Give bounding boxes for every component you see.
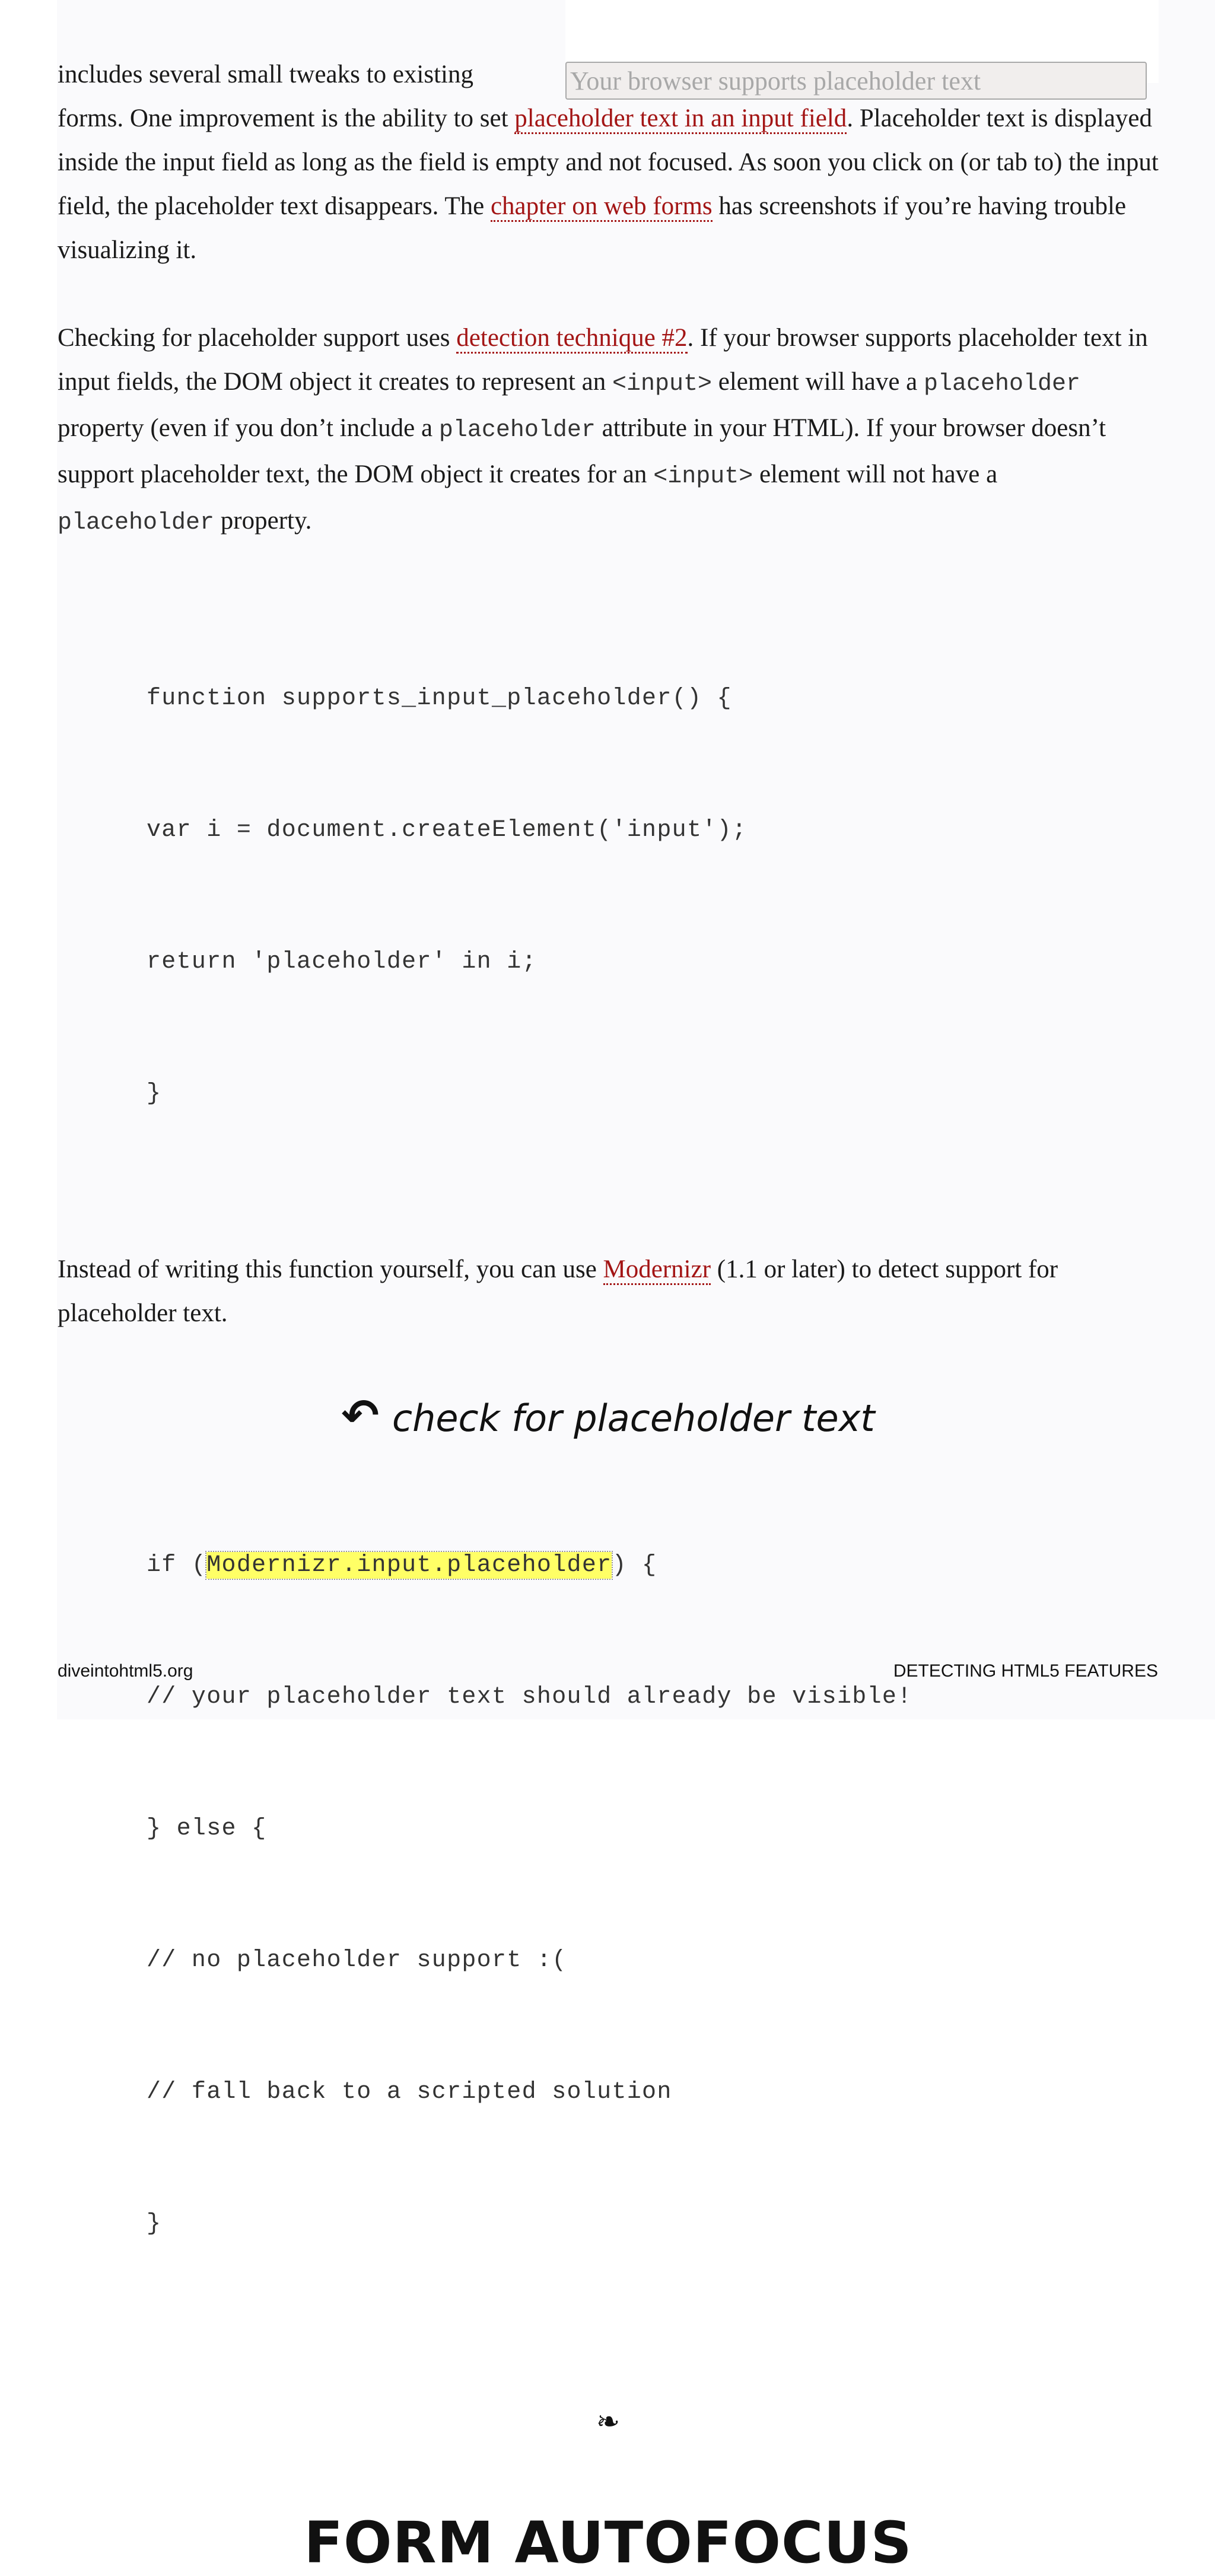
- code-block-supports-placeholder: [147, 589, 1159, 1204]
- paragraph-modernizr: [58, 1248, 1159, 1335]
- example-heading: [58, 1389, 1159, 1442]
- code-text: if (: [147, 1552, 207, 1579]
- page-content: [58, 0, 1159, 2576]
- code-line: [147, 1544, 1159, 1588]
- text-span: property (even if you don’t include a: [58, 414, 439, 442]
- code-line: var i = document.createElement('input');: [147, 817, 748, 844]
- link-placeholder-text[interactable]: placeholder text in an input field: [514, 104, 847, 134]
- inline-code: placeholder: [924, 371, 1081, 397]
- code-line: // your placeholder text should already be visible!: [147, 1684, 912, 1710]
- footer-site-name: diveintohtml5.org: [58, 1661, 193, 1681]
- text-span: Checking for placeholder support uses: [58, 324, 457, 352]
- demo-input-container: [565, 0, 1159, 83]
- example-heading-text: check for placeholder text: [392, 1397, 875, 1440]
- code-line: }: [147, 2211, 162, 2237]
- placeholder-demo-input[interactable]: [565, 62, 1147, 100]
- text-span: (1.1 or later) to detect support for placeholder text.: [58, 1255, 1058, 1327]
- inline-code: <input>: [653, 463, 753, 490]
- text-span: includes several small tweaks to existing forms. One improvement is the ability to set: [58, 61, 515, 132]
- text-span: property.: [214, 507, 312, 535]
- section-title: FORM AUTOFOCUS: [304, 2510, 912, 2576]
- text-span: attribute in your HTML). If your browser doesn’t support placeholder text, the DOM object it creates for an: [58, 414, 1106, 488]
- link-modernizr[interactable]: Modernizr: [603, 1255, 711, 1285]
- code-text: ) {: [612, 1552, 657, 1579]
- code-line: }: [147, 1080, 162, 1107]
- code-block-modernizr: [147, 1456, 1159, 2334]
- code-line: // fall back to a scripted solution: [147, 2079, 672, 2106]
- text-span: . If your browser supports placeholder text in input fields, the DOM object it creates to represent an: [58, 324, 1148, 396]
- text-span: element will not have a: [753, 460, 998, 488]
- code-line: return 'placeholder' in i;: [147, 949, 537, 975]
- link-web-forms-chapter[interactable]: chapter on web forms: [491, 192, 713, 222]
- inline-code: placeholder: [438, 417, 596, 444]
- inline-code: placeholder: [58, 510, 215, 536]
- inline-code: <input>: [612, 371, 712, 397]
- code-line: // no placeholder support :(: [147, 1947, 567, 1974]
- curved-arrow-icon: ↶: [341, 1389, 380, 1442]
- text-span: has screenshots if you’re having trouble visualizing it.: [58, 192, 1127, 264]
- highlighted-code: Modernizr.input.placeholder: [206, 1552, 612, 1579]
- link-detection-technique[interactable]: detection technique #2: [456, 324, 687, 354]
- fleuron-divider-icon: ❧: [596, 2405, 621, 2438]
- code-line: } else {: [147, 1815, 267, 1842]
- footer-chapter-name: DETECTING HTML5 FEATURES: [893, 1661, 1158, 1681]
- text-span: element will have a: [712, 368, 924, 396]
- paragraph-detection: [58, 316, 1159, 545]
- text-span: . Placeholder text is displayed inside the input field as long as the field is empty and not focused. As soon you click on (or tab to) the input field, the placeholder text disappears. The: [58, 104, 1159, 220]
- text-span: Instead of writing this function yourself, you can use: [58, 1255, 603, 1283]
- code-line: function supports_input_placeholder() {: [147, 685, 732, 712]
